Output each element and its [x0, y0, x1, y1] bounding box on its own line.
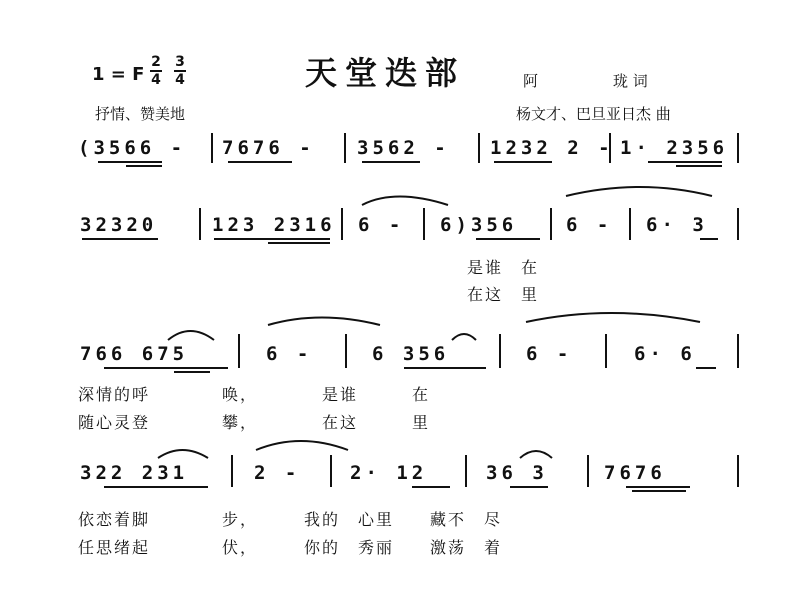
row3-measure-2: 6 - — [266, 343, 313, 365]
row4-lyric-verse-2: 任思绪起 伏， 你的 秀丽 激荡 着 — [78, 538, 503, 557]
time-signature-1 — [150, 55, 162, 87]
row4-measure-3: 2· 12 — [350, 462, 428, 484]
row2-measure-1: 32320 — [80, 214, 158, 236]
row3-measure-1: 766 675 — [80, 343, 189, 365]
expression-marking: 抒情、赞美地 — [95, 105, 186, 123]
row2-measure-6: 6· 3 — [646, 214, 708, 236]
row2-measure-4: 6)356 — [440, 214, 518, 236]
song-title: 天堂迭部 — [305, 54, 466, 92]
slur — [256, 441, 348, 450]
row4-measure-4: 36 3 — [486, 462, 548, 484]
row1-measure-5: 1· 2356 — [620, 137, 729, 159]
time-signature-2-top: 3 — [175, 54, 185, 70]
slur — [158, 450, 208, 458]
time-signature-2-bottom: 4 — [175, 72, 185, 88]
row4-measure-5: 7676 — [604, 462, 666, 484]
row2-measure-3: 6 - — [358, 214, 405, 236]
slur — [362, 197, 448, 206]
row4-measure-2: 2 - — [254, 462, 301, 484]
row3-measure-5: 6· 6 — [634, 343, 696, 365]
slur — [168, 331, 214, 340]
row3-lyric-verse-2: 随心灵登 攀， 在这 里 — [78, 413, 431, 432]
composer-credit: 杨文才、巴旦亚日杰 曲 — [516, 105, 671, 123]
slur — [452, 334, 476, 340]
row2-lyric-verse-2: 在这 里 — [467, 285, 540, 304]
row1-measure-4: 1232 2 - — [490, 137, 614, 159]
time-signature-2 — [174, 55, 186, 87]
row2-measure-5: 6 - — [566, 214, 613, 236]
row4-measure-1: 322 231 — [80, 462, 189, 484]
row1-measure-1: (3566 - — [78, 137, 187, 159]
slur — [566, 187, 712, 196]
row3-lyric-verse-1: 深情的呼 唤， 是谁 在 — [78, 385, 431, 404]
slur — [526, 313, 700, 322]
time-signature-1-top: 2 — [151, 54, 161, 70]
slur — [268, 318, 380, 326]
lyricist-credit: 阿 珑 词 — [523, 72, 648, 90]
row2-measure-2: 123 2316 — [212, 214, 336, 236]
slur — [520, 451, 552, 458]
time-signature-1-bottom: 4 — [151, 72, 161, 88]
key-signature: 1 = F — [92, 64, 145, 85]
row4-lyric-verse-1: 依恋着脚 步， 我的 心里 藏不 尽 — [78, 510, 503, 529]
row1-measure-3: 3562 - — [357, 137, 450, 159]
row3-measure-3: 6 356 — [372, 343, 450, 365]
row1-measure-2: 7676 - — [222, 137, 315, 159]
row3-measure-4: 6 - — [526, 343, 573, 365]
row2-lyric-verse-1: 是谁 在 — [467, 258, 540, 277]
